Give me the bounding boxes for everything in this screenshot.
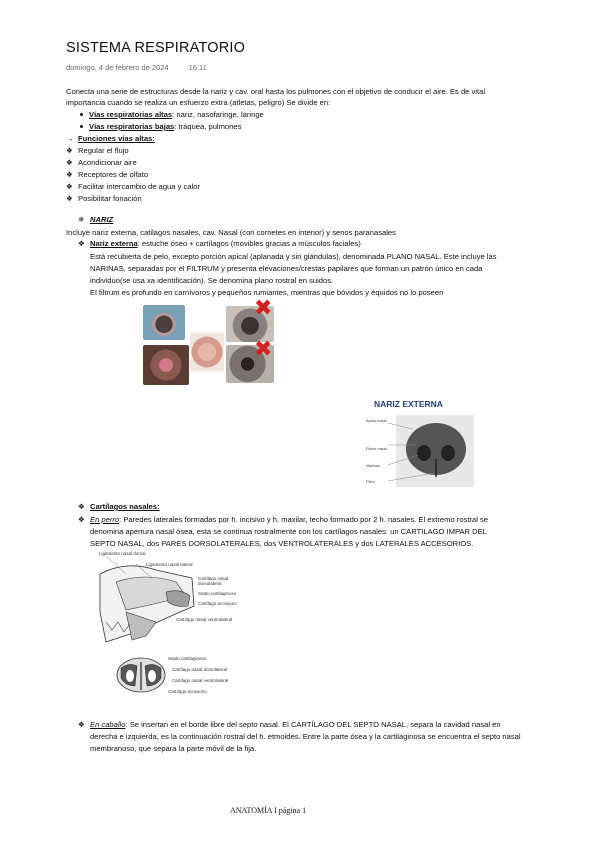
list-item: ❖ Receptores de olfato [66, 170, 149, 179]
intro-line-2: importancia cuando se realiza un esfuerzo extra (atletas, peligro) Se divide en: [66, 98, 331, 107]
caballo-line-3: membranoso, que separa la parte móvil de la fija. [90, 744, 257, 753]
list-item: ❖ Regular el flujo [66, 146, 129, 155]
diamond-bullet-icon: ❖ [66, 182, 73, 191]
figure-label: Cartílago nasal ventrolateral [172, 678, 229, 683]
page-footer: ANATOMÍA I página 1 [230, 806, 307, 815]
list-item: ❖ Posibilitar fonación [66, 194, 142, 203]
page-title: SISTEMA RESPIRATORIO [66, 40, 246, 56]
list-item: ❖ Facilitar intercambio de agua y calor [66, 182, 200, 191]
dog-nose-photo [143, 305, 185, 340]
paragraph-line: Está recubierta de pelo, excepto porción apical (aplanada y sin glándulas), denominada PLANO NASAL. Este incluye las [90, 252, 497, 261]
time-label: 16:11 [188, 63, 207, 72]
paragraph-line: El filtrum es profundo en carnívoros y pequeños rumiantes, mientras que bóvidos y équidos no lo poseen [90, 288, 444, 297]
diamond-bullet-icon: ❖ [66, 194, 73, 203]
cartilage-frontal-diagram [115, 656, 167, 694]
star-bullet-icon: ✵ [78, 215, 85, 224]
figure-label: Filtro [366, 479, 375, 484]
list-item: Vías respiratorias altas: nariz, nasofaringe, laringe [80, 109, 264, 121]
figure-label: Septo cartilaginoso [198, 591, 237, 596]
funciones-heading: → Funciones vías altas: [66, 134, 155, 143]
nariz-heading: ✵ NARIZ [78, 215, 114, 224]
diamond-bullet-icon: ❖ [66, 146, 73, 155]
page-meta [66, 63, 207, 72]
cartilagos-heading: ❖ Cartílagos nasales: [78, 502, 160, 511]
figure-label: Cartílago nasal dorsolateral [198, 576, 229, 586]
diamond-bullet-icon: ❖ [78, 502, 85, 511]
figure-label: Ápice nasal [366, 418, 387, 423]
intro-line-1: Conecta una serie de estructuras desde la nariz y cav. oral hasta los pulmones con el objetivo de conducir el aire. Es de vital [66, 87, 486, 96]
diamond-bullet-icon: ❖ [78, 515, 85, 524]
paragraph-line: individuo(se usa xa identificación). Se denomina plano rostral en suidos. [90, 276, 334, 285]
figure-label: Ligamento nasal lateral [146, 562, 193, 567]
cross-icon: ✖ [254, 296, 273, 321]
dog-nose-diagram [366, 415, 476, 487]
diamond-bullet-icon: ❖ [78, 720, 85, 729]
list-item: Vías respiratorias bajas: tráquea, pulmones [80, 121, 241, 133]
perro-line-3: SEPTO NASAL, dos PARES DORSOLATERALES, dos VENTROLATERALES y dos LATERALES ACCESORIOS. [90, 539, 474, 548]
pig-snout-photo [190, 333, 224, 371]
bullet-icon [80, 113, 83, 116]
figure-label: Septo cartilaginoso [168, 656, 207, 661]
bullet-icon [80, 125, 83, 128]
figure-label: Narinas [366, 463, 380, 468]
cross-icon: ✖ [254, 337, 273, 362]
cat-nose-photo [143, 345, 189, 385]
figure-label: Cartílago accesorio [198, 601, 237, 606]
figure-label: Cartílago nasal ventrolateral [176, 617, 233, 622]
perro-line-2: denomina apertura nasal ósea, esta se continua rostralmente con los cartílagos nasales: un CARTILAGO IMPAR DEL [90, 527, 487, 536]
nariz-description: Incluye nariz externa, catilagos nasales, cav. Nasal (con cornetes en interior) y senos paranasales [66, 228, 396, 237]
perro-line-1: ❖ En perro: Paredes laterales formadas por h. incisivo y h. maxilar, techo formado por 2 h. nasales. El extremo rostral se [78, 515, 489, 524]
figure-label: Cartílago nasal dorsolateral [172, 667, 228, 672]
diamond-bullet-icon: ❖ [78, 239, 85, 248]
diamond-bullet-icon: ❖ [66, 170, 73, 179]
caballo-line-1: ❖ En caballo: Se insertan en el borde libre del septo nasal. El CARTÍLAGO DEL SEPTO NASAL, separa la cavidad nasal en [78, 720, 501, 729]
date-label: domingo, 4 de febrero de 2024 [66, 63, 169, 72]
nariz-externa: ❖ Nariz externa: estuche óseo + cartílagos (movibles gracias a músculos faciales) [78, 239, 361, 248]
paragraph-line: NARINAS, separadas por el FILTRUM y presenta elevaciones/crestas papilares que forman un patrón único en cada [90, 264, 483, 273]
diamond-bullet-icon: ❖ [66, 158, 73, 167]
figure-title: NARIZ EXTERNA [374, 399, 443, 409]
caballo-line-2: derecha e izquierda, es la continuación rostral del h. etmoides. Entre la parte ósea y la cartilaginosa se encuentra el septo nasal [90, 732, 521, 741]
figure-label: Ligamento nasal dorsal [99, 551, 146, 556]
figure-label: Plano nasal [366, 446, 387, 451]
arrow-icon: → [66, 134, 74, 143]
list-item: ❖ Acondicionar aire [66, 158, 137, 167]
figure-label: Cartílago accesorio [168, 689, 207, 694]
